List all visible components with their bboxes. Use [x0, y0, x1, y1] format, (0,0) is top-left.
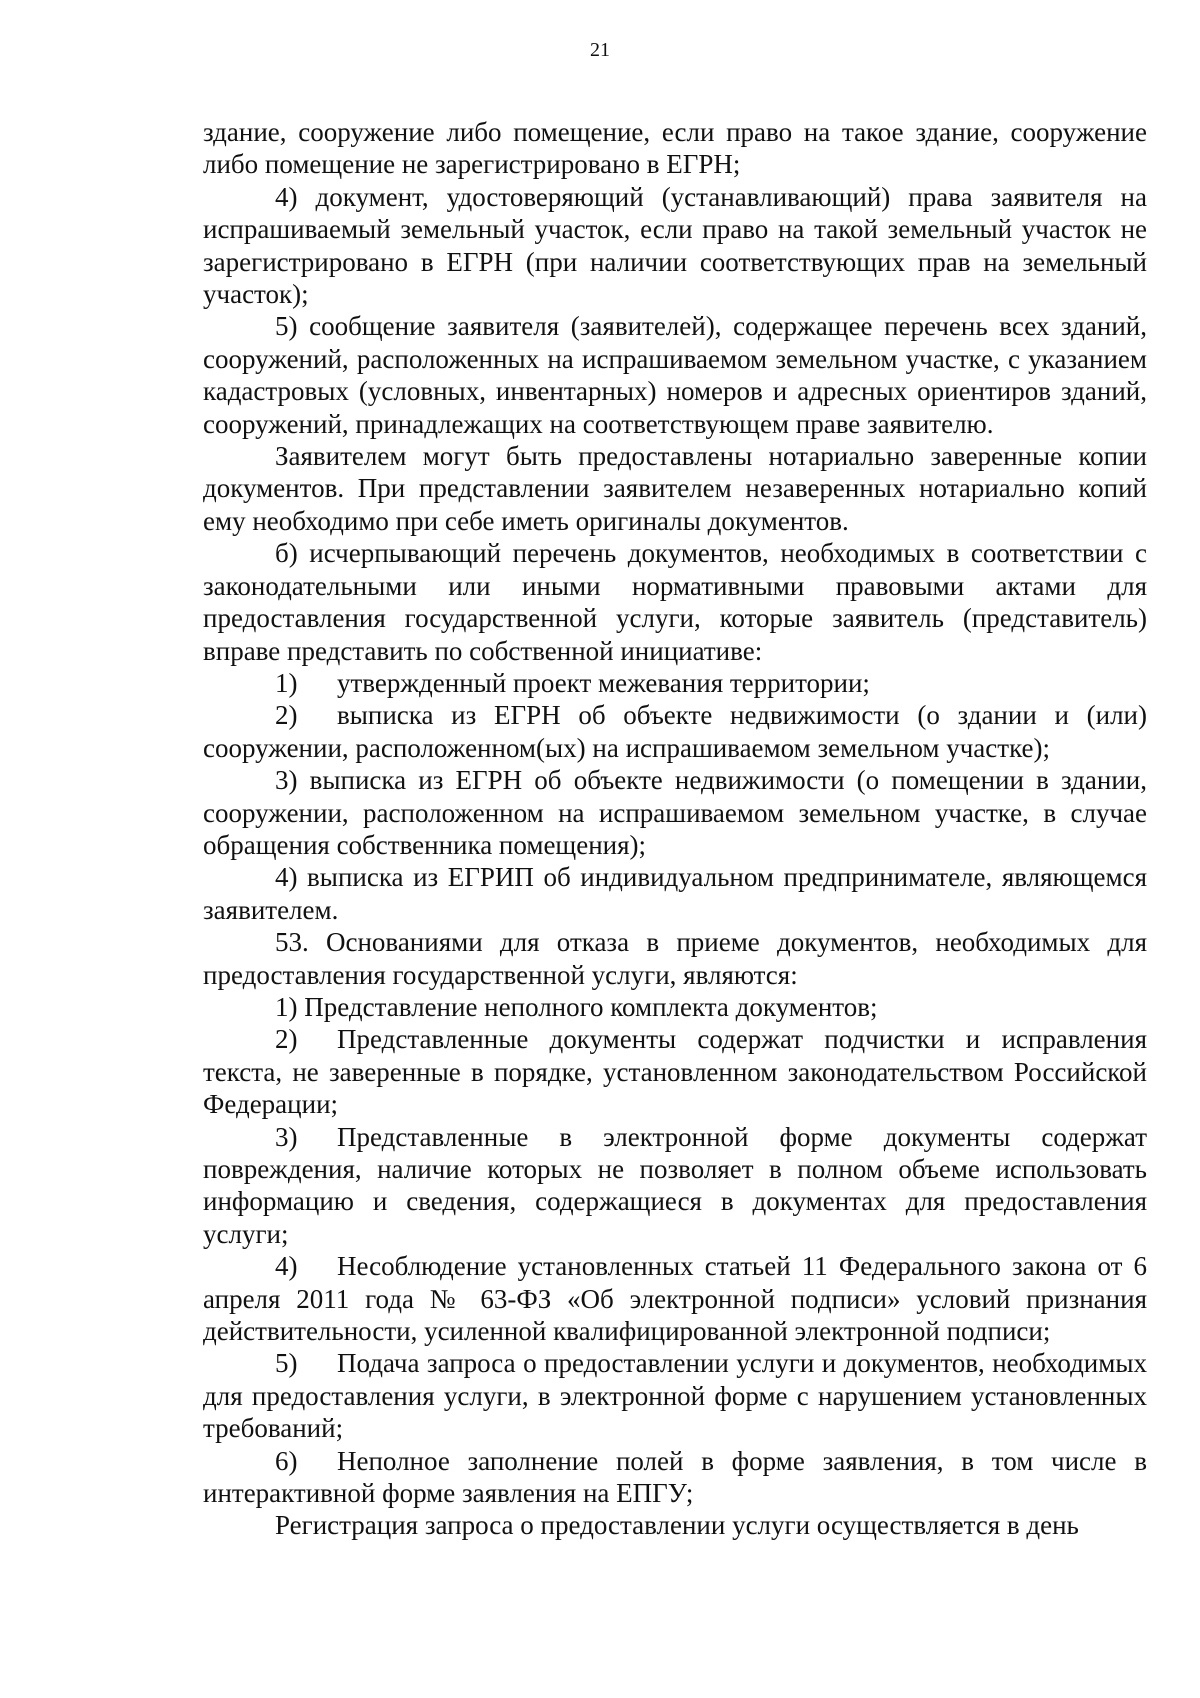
paragraph: 4) документ, удостоверяющий (устанавливающий) права заявителя на испрашиваемый земельный участок, если право на такой земельный участок не зарегистрировано в ЕГРН (при наличии соответствующих прав на земельный участок); [203, 181, 1147, 310]
paragraph: Заявителем могут быть предоставлены нотариально заверенные копии документов. При представлении заявителем незаверенных нотариально копий ему необходимо при себе иметь оригиналы документов. [203, 441, 1147, 536]
list-item [203, 1445, 1147, 1510]
list-item-text: утвержденный проект межевания территории; [337, 667, 870, 698]
list-item [203, 1347, 1147, 1444]
paragraph: 5) сообщение заявителя (заявителей), содержащее перечень всех зданий, сооружений, расположенных на испрашиваемом земельном участке, с указанием кадастровых (условных, инвентарных) номеров и адресных ориентиров зданий, сооружений, принадлежащих на соответствующем праве заявителю. [203, 311, 1147, 439]
list-item-text: Представленные документы содержат подчистки и исправления текста, не заверенные в порядке, установленном законодательством Российской Федерации; [203, 1024, 1147, 1120]
paragraph: 53. Основаниями для отказа в приеме документов, необходимых для предоставления государственной услуги, являются: [203, 927, 1147, 990]
list-item [203, 699, 1147, 764]
paragraph: здание, сооружение либо помещение, если право на такое здание, сооружение либо помещение не зарегистрировано в ЕГРН; [203, 117, 1147, 180]
list-item [203, 667, 1147, 699]
page-number: 21 [590, 39, 610, 61]
paragraph: Регистрация запроса о предоставлении услуги осуществляется в день [275, 1510, 1079, 1541]
list-item-text: Представленные в электронной форме документы содержат повреждения, наличие которых не позволяет в полном объеме использовать информацию и сведения, содержащиеся в документах для предоставления услуги; [203, 1121, 1147, 1249]
list-item-text: Несоблюдение установленных статьей 11 Федерального закона от 6 апреля 2011 года № 63-ФЗ «Об электронной подписи» условий признания действительности, усиленной квалифицированной электронной подписи; [203, 1251, 1147, 1347]
document-body [203, 116, 1147, 1542]
list-item-number: 2) [275, 1024, 298, 1055]
list-item-number: 3) [275, 1121, 298, 1152]
list-item [203, 1121, 1147, 1251]
list-item-number: 6) [275, 1445, 298, 1476]
paragraph: б) исчерпывающий перечень документов, необходимых в соответствии с законодательными или иными нормативными правовыми актами для предоставления государственной услуги, которые заявитель (представитель) вправе представить по собственной инициативе: [203, 538, 1147, 666]
list-item-text: Неполное заполнение полей в форме заявления, в том числе в интерактивной форме заявления на ЕПГУ; [203, 1445, 1147, 1509]
list-item-number: 2) [275, 700, 298, 731]
list-item-number: 1) [275, 667, 298, 698]
paragraph: 4) выписка из ЕГРИП об индивидуальном предпринимателе, являющемся заявителем. [203, 862, 1147, 925]
list-item-number: 5) [275, 1348, 298, 1379]
list-item [203, 1250, 1147, 1347]
paragraph: 3) выписка из ЕГРН об объекте недвижимости (о помещении в здании, сооружении, расположенном на испрашиваемом земельном участке, в случае обращения собственника помещения); [203, 765, 1147, 860]
list-item-text: Подача запроса о предоставлении услуги и документов, необходимых для предоставления услуги, в электронной форме с нарушением установленных требований; [203, 1348, 1147, 1444]
paragraph: 1) Представление неполного комплекта документов; [275, 991, 878, 1022]
list-item [203, 1023, 1147, 1120]
list-item-text: выписка из ЕГРН об объекте недвижимости (о здании и (или) сооружении, расположенном(ых) на испрашиваемом земельном участке); [203, 700, 1147, 763]
list-item-number: 4) [275, 1251, 298, 1282]
